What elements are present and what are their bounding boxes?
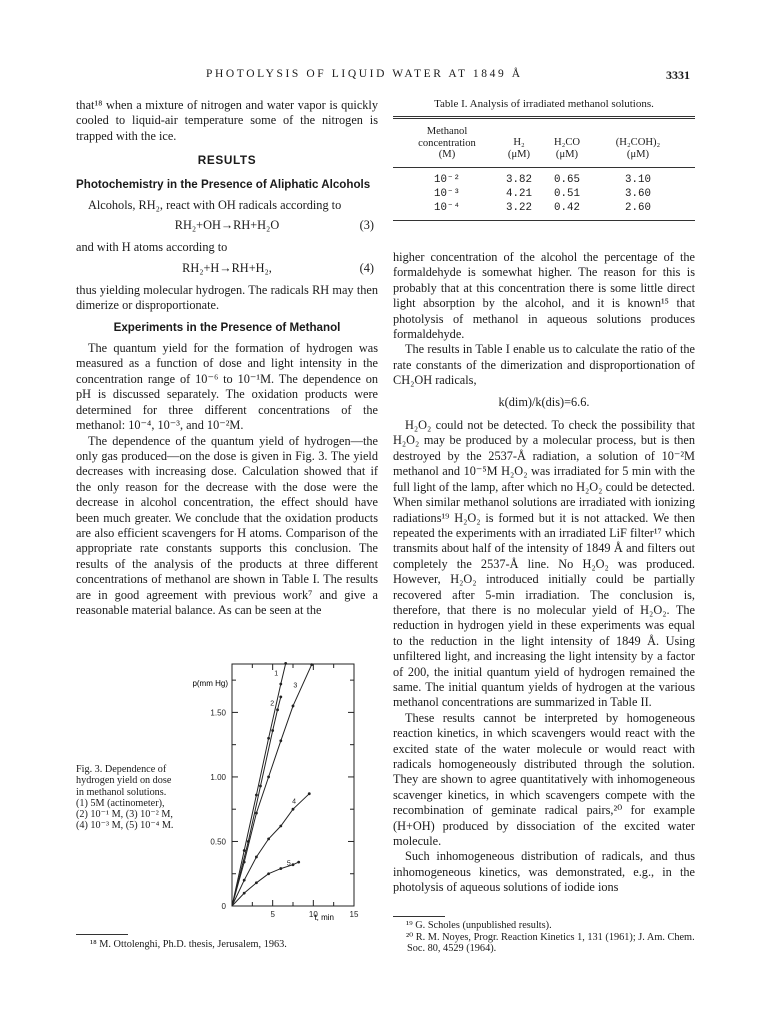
header-line: (μM) (555, 148, 579, 160)
paragraph-intro: that¹⁸ when a mixture of nitrogen and water vapor is quickly cooled to liquid-air temperature some of the nitrogen is trapped with the ice. (76, 98, 378, 143)
table-cell: 0.42 (554, 201, 580, 214)
data-point-2 (276, 708, 279, 711)
table-cell: 3.82 (506, 173, 532, 186)
y-tick-label: 1.50 (210, 708, 226, 718)
curve-label-4: 4 (292, 798, 297, 806)
equation-3 (76, 218, 378, 234)
tick-labels (210, 708, 359, 919)
equation-4-text: RH₂+H→RH+H₂, (182, 260, 272, 275)
data-point-5 (279, 867, 282, 870)
data-point-4 (292, 808, 295, 811)
table-cell: 2.60 (625, 201, 651, 214)
data-point-1 (279, 683, 282, 686)
paragraph-homogeneous: These results cannot be interpreted by homogeneous reaction kinetics, in which scavengers would react with the excited state of the water molecule or would react with radicals homogeneously distributed through the solution. They are shown to agree quantitatively with inhomogeneous scavenger kinetics, in which scavengers compete with the recombination of geminate radical pairs,²⁰ for example (H+OH) produced by dissociation of the excited water molecule. (393, 710, 695, 849)
header-line: (μM) (626, 148, 650, 160)
table-cell: 10⁻³ (434, 187, 460, 200)
equation-4 (76, 261, 378, 277)
table-cell: 10⁻² (434, 173, 460, 186)
data-point-5 (267, 872, 270, 875)
data-point-4 (255, 856, 258, 859)
x-tick-label: 5 (270, 910, 275, 919)
curve-label-3: 3 (293, 682, 298, 690)
table-header-cell (393, 126, 501, 161)
data-point-1 (284, 662, 287, 665)
footnote-right (393, 916, 695, 955)
data-point-4 (267, 837, 270, 840)
x-tick-label: 10 (308, 910, 318, 919)
paragraph-quantum-yield: The quantum yield for the formation of hydrogen was measured as a function of dose and light intensity in the concentration range of 10⁻⁶ to 10⁻¹M. The dependence on pH is discussed separately. The oxidation products were determined for three different concentrations of the methanol: 10⁻⁴, 10⁻³, and 10⁻²M. (76, 341, 378, 433)
header-line: (M) (438, 149, 456, 160)
figure-3 (76, 660, 388, 940)
ratio-equation: k(dim)/k(dis)=6.6. (498, 394, 590, 409)
y-tick-label: 1.00 (210, 772, 226, 782)
data-point-1 (267, 737, 270, 740)
caption-line: Fig. 3. Dependence of (76, 764, 167, 775)
curve-label-5: 5 (286, 860, 291, 868)
equation-4-number: (4) (359, 260, 374, 275)
footnote-left (76, 934, 378, 950)
data-point-3 (310, 663, 313, 666)
subsection-heading-aliphatic-alcohols: Photochemistry in the Presence of Aliphatic Alcohols (76, 177, 371, 191)
right-column (393, 250, 695, 915)
table-caption: Table I. Analysis of irradiated methanol solutions. (434, 98, 654, 110)
paragraph-h-atoms: and with H atoms according to (76, 240, 228, 255)
section-heading-results: RESULTS (197, 153, 257, 168)
data-point-5 (297, 861, 300, 864)
data-point-2 (259, 785, 262, 788)
footnote-20: ²⁰ R. M. Noyes, Progr. Reaction Kinetics 1, 131 (1961); J. Am. Chem. Soc. 80, 4529 (1964). (406, 931, 695, 955)
paragraph-alcohols: Alcohols, RH₂, react with OH radicals according to (88, 198, 342, 213)
table-cell: 3.10 (625, 173, 651, 186)
caption-line: in methanol solutions. (76, 786, 167, 798)
table-cell: 4.21 (506, 187, 532, 200)
curve-labels (270, 671, 297, 868)
table-cell: 0.51 (554, 187, 580, 200)
caption-line: hydrogen yield on dose (76, 775, 172, 787)
data-point-3 (292, 705, 295, 708)
data-point-5 (255, 881, 258, 884)
subsection-heading-methanol: Experiments in the Presence of Methanol (113, 320, 341, 334)
table-cell: 3.22 (506, 201, 532, 214)
table-header-cell (597, 126, 679, 161)
paragraph-higher-concentration: higher concentration of the alcohol the percentage of the formaldehyde is somewhat higher. The reason for this is probably that at this concentration there is some little direct light absorption by the alcohol, and it is known¹⁵ that photolysis of methanol in aqueous solutions produces formaldehyde. (393, 250, 695, 342)
caption-line: (2) 10⁻¹ M, (3) 10⁻² M, (76, 809, 173, 821)
y-axis-label: p(mm Hg) (192, 679, 228, 688)
header-line: H₂CO (553, 137, 581, 148)
data-point-3 (255, 812, 258, 815)
paragraph-table-results: The results in Table I enable us to calculate the ratio of the rate constants of the dimerization and disproportionation of CH₂OH radicals, (393, 342, 695, 388)
data-point-3 (279, 739, 282, 742)
header-line: H₂ (513, 137, 525, 148)
table-cell: 0.65 (554, 173, 580, 186)
data-point-4 (279, 825, 282, 828)
equation-3-text: RH₂+OH→RH+H₂O (174, 218, 280, 233)
running-head: PHOTOLYSIS OF LIQUID WATER AT 1849 Å (206, 68, 523, 80)
x-axis-label: t, min (314, 913, 334, 922)
figure-3-plot (176, 660, 388, 932)
y-tick-label: 0.50 (210, 837, 226, 847)
table-body (393, 168, 695, 220)
data-point-1 (255, 794, 258, 797)
header-line: Methanol (426, 126, 468, 137)
footnote-18: ¹⁸ M. Ottolenghi, Ph.D. thesis, Jerusalem, 1963. (90, 939, 287, 950)
data-point-4 (243, 879, 246, 882)
table-row (393, 173, 695, 187)
curve-label-1: 1 (274, 670, 279, 678)
table-bottom-rule (393, 220, 695, 221)
table-header-cell (501, 126, 537, 161)
curve-label-2: 2 (270, 700, 275, 708)
table-1 (393, 98, 695, 238)
paragraph-dependence: The dependence of the quantum yield of hydrogen—the only gas produced—on the dose is given in Fig. 3. The yield decreases with increasing dose. Calculation showed that if the only reason for the decrease with the dose were the decrease in alcohol concentration, the effect should have been much greater. We conclude that the oxidation products are also efficient scavengers for H atoms. Comparison of the appropriate rate constants supports this conclusion. The results of the analysis of the products at three different concentrations of methanol are shown in Table I. The results are in good agreement with previous work⁷ and give a reasonable material balance. As can be seen at the (76, 433, 378, 617)
data-point-4 (308, 792, 311, 795)
caption-line: (1) 5M (actinometer), (76, 797, 165, 809)
data-point-2 (271, 729, 274, 732)
table-header-row (393, 119, 695, 167)
data-point-1 (243, 849, 246, 852)
data-point-5 (292, 863, 295, 866)
x-tick-label: 15 (349, 910, 359, 919)
data-point-3 (267, 776, 270, 779)
paragraph-thus: thus yielding molecular hydrogen. The radicals RH may then dimerize or disproportionate. (76, 282, 378, 313)
data-point-2 (279, 696, 282, 699)
table-cell: 10⁻⁴ (434, 201, 460, 214)
data-point-3 (243, 861, 246, 864)
footnote-rule (76, 934, 128, 935)
caption-line: (4) 10⁻³ M, (5) 10⁻⁴ M. (76, 820, 174, 832)
table-row (393, 201, 695, 215)
footnote-rule (393, 916, 445, 917)
header-line: concentration (418, 137, 476, 149)
axis-ticks (232, 664, 354, 906)
equation-3-number: (3) (359, 218, 374, 233)
table-row (393, 187, 695, 201)
plot-frame (232, 664, 354, 906)
table-cell: 3.60 (625, 187, 651, 200)
paragraph-inhomogeneous: Such inhomogeneous distribution of radicals, and thus inhomogeneous kinetics, was demonstrated, e.g., in the photolysis of aqueous solutions of iodide ions (393, 849, 695, 895)
y-tick-label: 0 (221, 902, 226, 911)
header-line: (H₂COH)₂ (615, 137, 661, 148)
left-column (76, 98, 378, 658)
page-number: 3331 (666, 68, 690, 82)
footnote-19: ¹⁹ G. Scholes (unpublished results). (406, 920, 552, 931)
table-header-cell (537, 126, 597, 161)
header-line: (μM) (507, 148, 531, 160)
data-point-2 (247, 840, 250, 843)
data-point-5 (243, 892, 246, 895)
figure-caption (76, 764, 188, 832)
paragraph-h2o2: H₂O₂ could not be detected. To check the possibility that H₂O₂ may be produced by a molecular process, but is then destroyed by the 2537-Å radiation, a solution of 10⁻²M methanol and 10⁻⁵M H₂O₂ was irradiated for 5 min with the full light of the lamp, after which no H₂O₂ could be detected. When similar methanol solutions are irradiated with ionizing radiations¹⁹ H₂O₂ is formed but it is not attacked. We then repeated the experiments with an irradiated LiF filter¹⁷ which transmits about half of the intensity of 1849 Å and filters out completely the 2537-Å line. No H₂O₂ was produced. However, H₂O₂ introduced initially could be partially recovered after 5-min irradiation. The conclusion is, therefore, that there is no molecular yield of H₂O₂. The reduction in hydrogen yield in these experiments was equal to the reduction in the light intensity of 1849 Å. Using unfiltered light, and increasing the light intensity by a factor of 200, the initial quantum yield of hydrogen remained the same. The initial quantum yields of hydrogen at the various methanol concentrations are summarized in Table II. (393, 418, 695, 710)
